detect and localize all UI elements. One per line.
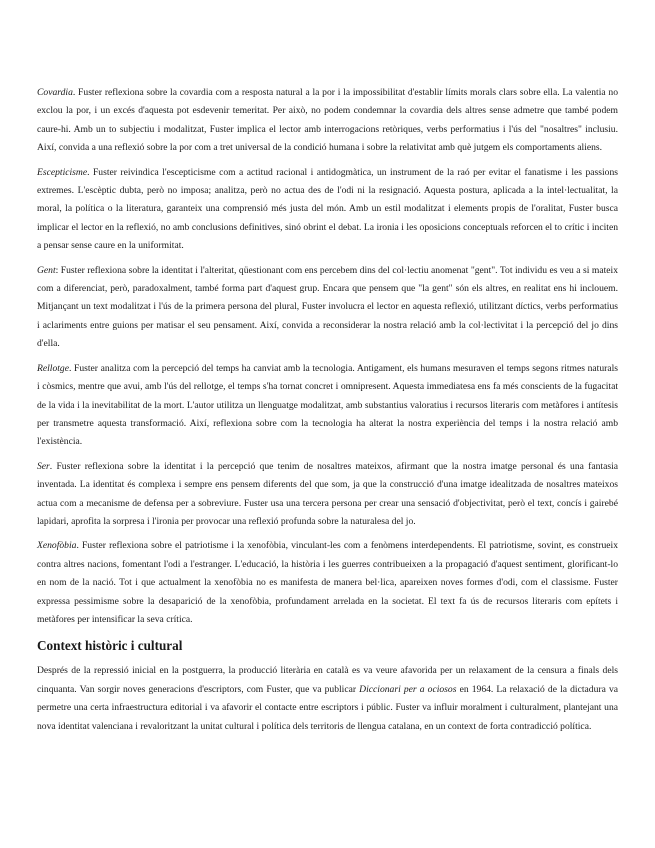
entry-gent bbox=[37, 262, 618, 354]
entry-text: . Fuster reflexiona sobre el patriotisme i la xenofòbia, vinculant-les com a fenòmens interdependents. El patriotisme, sovint, es construeix contra altres nacions, fomentant l'odi a l'estranger. L'educació, la història i les guerres contribueixen a la propagació d'aquest sentiment, glorificant-lo en nom de la nació. Tot i que actualment la xenofòbia no es manifesta de manera bel·lica, apareixen noves formes d'odi, com el classisme. Fuster expressa pessimisme sobre la desaparició de la xenofòbia, profundament arrelada en la societat. El text fa ús de recursos literaris com epítets i metàfores per intensificar la seva crítica. bbox=[37, 540, 618, 625]
document-page bbox=[37, 84, 618, 742]
entry-xenofobia bbox=[37, 537, 618, 629]
entry-term: Ser bbox=[37, 460, 50, 472]
entry-text: : Fuster reflexiona sobre la identitat i l'alteritat, qüestionant com ens percebem dins del col·lectiu anomenat "gent". Tot individu es veu a si mateix com a diferenciat, però, paradoxalment, també forma part d'aquest grup. Encara que pensem que "la gent" són els altres, en realitat ens hi inclouem. Mitjançant un text modalitzat i l'ús de la primera persona del plural, Fuster involucra el lector en aquesta reflexió, utilitzant díctics, verbs performatius i aclariments entre guions per matisar el seu pensament. Així, convida a reconsiderar la nostra relació amb la col·lectivitat i la percepció del jo dins d'ella. bbox=[37, 264, 618, 350]
entry-term: Rellotge bbox=[37, 362, 69, 374]
entry-term: Escepticisme bbox=[37, 166, 88, 178]
entry-term: Gent bbox=[37, 264, 56, 276]
entry-ser bbox=[37, 458, 618, 532]
context-paragraph bbox=[37, 662, 618, 736]
context-text-before: Després de la repressió inicial en la postguerra, la producció literària en català es va veure afavorida per un relaxament de la censura a finals dels cinquanta. Van sorgir noves generacions d'escriptors, com Fuster, que va publicar bbox=[37, 665, 618, 695]
entry-text: . Fuster reivindica l'escepticisme com a actitud racional i antidogmàtica, un instrument de la raó per evitar el fanatisme i les passions extremes. L'escèptic dubta, però no imposa; analitza, però no actua des de l'odi ni la resignació. Aquesta postura, aplicada a la intel·lectualitat, la moral, la política o la literatura, garanteix una comprensió més justa del món. Amb un estil modalitzat i elements propis de l'oralitat, Fuster busca implicar el lector en la reflexió, no amb conclusions definitives, sinó obrint el debat. La ironia i les oposicions conceptuals reforcen el to crític i inciten a pensar sense caure en la uniformitat. bbox=[37, 166, 618, 252]
entry-text: . Fuster analitza com la percepció del temps ha canviat amb la tecnologia. Antigament, els humans mesuraven el temps segons ritmes naturals i còsmics, mentre que avui, amb l'ús del rellotge, el temps s'ha tornat concret i omnipresent. Aquesta immediatesa ens fa més conscients de la fugacitat de la vida i la inevitabilitat de la mort. L'autor utilitza un llenguatge modalitzat, amb substantius valoratius i recursos literaris com metàfores i antítesis per transmetre aquesta transformació. Així, reflexiona sobre com la tecnologia ha alterat la nostra experiència del temps i la nostra relació amb l'existència. bbox=[37, 362, 618, 448]
entry-rellotge bbox=[37, 360, 618, 452]
entry-covardia bbox=[37, 84, 618, 158]
book-title: Diccionari per a ociosos bbox=[359, 683, 457, 695]
entry-text: . Fuster reflexiona sobre la identitat i la percepció que tenim de nosaltres mateixos, afirmant que la nostra imatge personal és una fantasia inventada. La identitat és complexa i sempre ens pensem diferents del que som, ja que la construcció d'una imatge idealitzada de nosaltres mateixos actua com a mecanisme de defensa per a sobreviure. Fuster usa una tercera persona per crear una sensació d'objectivitat, però el text, concís i gairebé lapidari, aprofita la sorpresa i l'ironia per provocar una reflexió profunda sobre la naturalesa del jo. bbox=[37, 460, 618, 527]
entry-term: Covardia bbox=[37, 87, 73, 98]
context-text-after: en 1964. La relaxació de la dictadura va permetre una certa infraestructura editorial i va afavorir el contacte entre escriptors i públic. Fuster va influir moralment i culturalment, plantejant una nova identitat valenciana i revaloritzant la unitat cultural i política dels territoris de llengua catalana, en un context de forta contradicció política. bbox=[37, 683, 618, 732]
entry-term: Xenofòbia bbox=[37, 540, 77, 552]
section-heading: Context històric i cultural bbox=[37, 638, 183, 654]
entry-text: . Fuster reflexiona sobre la covardia com a resposta natural a la por i la impossibilitat d'establir límits morals clars sobre ella. La valentia no exclou la por, i un excés d'aquesta pot esdevenir temeritat. Per això, no podem condemnar la covardia dels altres sense admetre que també podem caure-hi. Amb un to subjectiu i modalitzat, Fuster implica el lector amb interrogacions retòriques, verbs performatius i l'ús del "nosaltres" inclusiu. Així, convida a una reflexió sobre la por com a tret universal de la condició humana i sobre la relativitat amb què jutgem els comportaments aliens. bbox=[37, 87, 618, 154]
entry-escepticisme bbox=[37, 164, 618, 256]
